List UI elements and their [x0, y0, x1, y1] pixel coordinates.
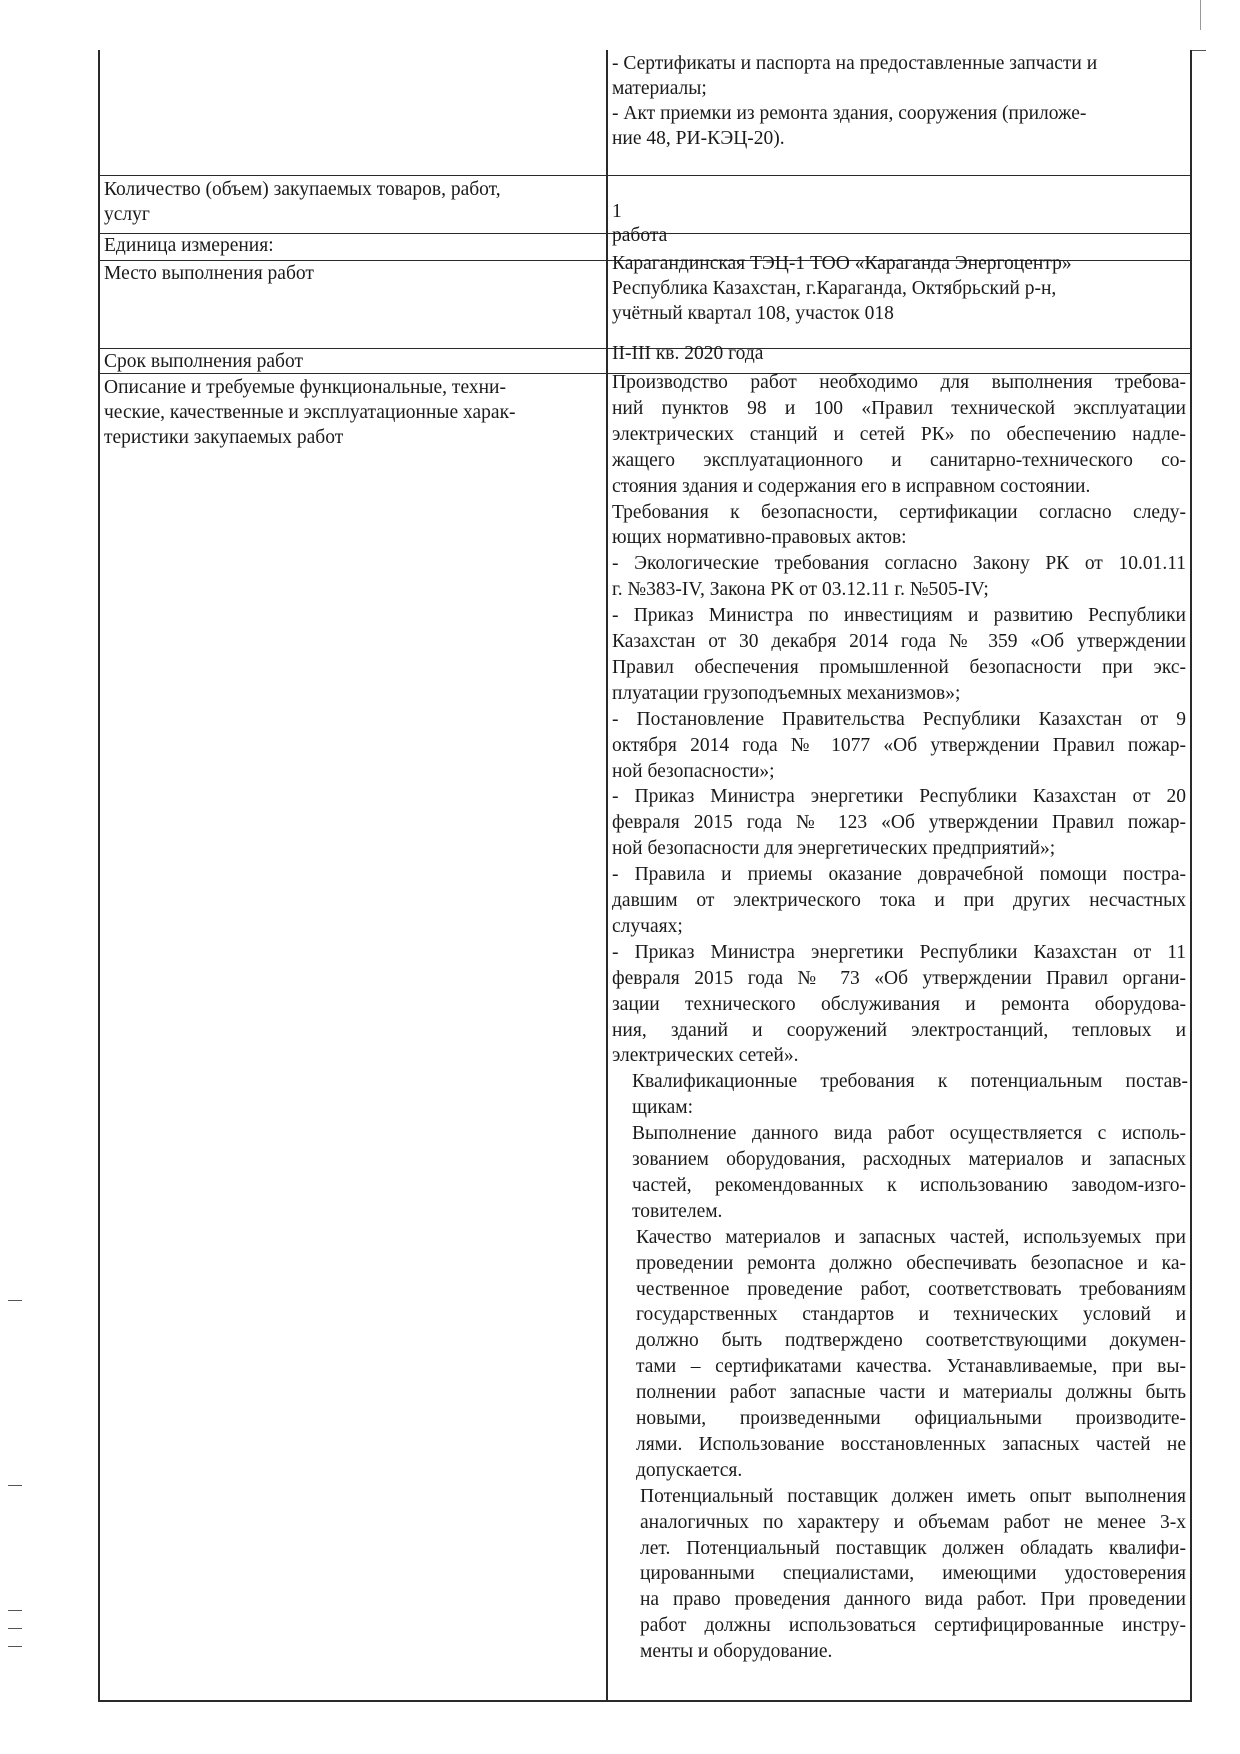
description-line: плуатации грузоподъемных механизмов»;	[612, 682, 961, 704]
description-line: Казахстан от 30 декабря 2014 года № 359 «Об утверждении	[612, 631, 1186, 652]
unit-value: работа	[612, 225, 668, 246]
description-line: Потенциальный поставщик должен иметь опыт выполнения	[640, 1485, 1186, 1507]
description-line: чественное проведение работ, соответствовать требованиям	[636, 1278, 1186, 1300]
location-value: Республика Казахстан, г.Караганда, Октябрьский р-н,	[612, 278, 1057, 299]
table-right-border	[1190, 50, 1192, 1700]
description-line: ния, зданий и сооружений электростанций, тепловых и	[612, 1019, 1186, 1041]
location-label: Место выполнения работ	[104, 263, 314, 284]
description-line: щикам:	[632, 1097, 694, 1119]
description-line: Квалификационные требования к потенциальным постав-	[632, 1071, 1188, 1093]
description-line: случаях;	[612, 915, 683, 937]
description-line: работ должны использоваться сертифицированные инстру-	[640, 1615, 1186, 1637]
description-line: частей, рекомендованных к использованию заводом-изго-	[632, 1174, 1186, 1196]
description-line: электрических станций и сетей РК» по обеспечению надле-	[612, 423, 1186, 445]
top-cell-line: - Акт приемки из ремонта здания, сооружения (приложе-	[612, 103, 1087, 124]
description-line: Требования к безопасности, сертификации согласно следу-	[612, 501, 1186, 523]
description-line: г. №383-IV, Закона РК от 03.12.11 г. №505-IV;	[612, 579, 989, 601]
term-label: Срок выполнения работ	[104, 351, 303, 372]
description-line: зованием оборудования, расходных материалов и запасных	[632, 1149, 1186, 1170]
description-line: - Приказ Министра по инвестициям и развитию Республики	[612, 605, 1186, 627]
top-cell-line: материалы;	[612, 78, 707, 99]
row-divider	[98, 175, 1192, 176]
description-line: аналогичных по характеру и объемам работ не менее 3-х	[640, 1511, 1186, 1533]
term-value: II-III кв. 2020 года	[612, 343, 764, 364]
quantity-label: услуг	[104, 204, 150, 225]
description-line: на право проведения данного вида работ. При проведении	[640, 1589, 1186, 1611]
description-line: - Постановление Правительства Республики Казахстан от 9	[612, 708, 1186, 730]
margin-mark	[1192, 50, 1206, 51]
description-line: зации технического обслуживания и ремонта оборудова-	[612, 993, 1186, 1015]
description-line: ной безопасности для энергетических предприятий»;	[612, 838, 1056, 860]
description-line: Выполнение данного вида работ осуществляется с исполь-	[632, 1123, 1186, 1145]
description-line: товителем.	[632, 1200, 723, 1222]
description-line: жащего эксплуатационного и санитарно-технического со-	[612, 449, 1186, 471]
description-line: Качество материалов и запасных частей, используемых при	[636, 1226, 1186, 1248]
description-line: проведении ремонта должно обеспечивать безопасное и ка-	[636, 1252, 1186, 1274]
table-bottom-border	[98, 1700, 1192, 1702]
description-line: допускается.	[636, 1459, 743, 1481]
description-line: электрических сетей».	[612, 1045, 799, 1067]
description-line: цированными специалистами, имеющими удостоверения	[640, 1563, 1186, 1585]
description-line: октября 2014 года № 1077 «Об утверждении Правил пожар-	[612, 734, 1186, 756]
margin-mark	[8, 1300, 22, 1301]
quantity-label: Количество (объем) закупаемых товаров, работ,	[104, 179, 501, 200]
location-value: Карагандинская ТЭЦ-1 ТОО «Караганда Энергоцентр»	[612, 253, 1072, 274]
margin-mark	[8, 1485, 22, 1486]
description-line: - Экологические требования согласно Закону РК от 10.01.11	[612, 553, 1186, 575]
table-left-border	[98, 50, 100, 1700]
description-line: - Приказ Министра энергетики Республики Казахстан от 11	[612, 941, 1186, 963]
description-line: лет. Потенциальный поставщик должен обладать квалифи-	[640, 1537, 1186, 1559]
description-line: ний пунктов 98 и 100 «Правил технической эксплуатации	[612, 397, 1186, 419]
description-line: лями. Использование восстановленных запасных частей не	[636, 1433, 1186, 1455]
description-line: стояния здания и содержания его в исправном состоянии.	[612, 475, 1091, 497]
description-line: - Приказ Министра энергетики Республики Казахстан от 20	[612, 786, 1186, 808]
quantity-value: 1	[612, 201, 622, 222]
location-value: учётный квартал 108, участок 018	[612, 303, 894, 324]
margin-mark	[8, 1628, 22, 1629]
description-line: ной безопасности»;	[612, 760, 775, 782]
margin-mark	[8, 1646, 22, 1647]
description-line: Производство работ необходимо для выполнения требова-	[612, 372, 1186, 393]
description-line: менты и оборудование.	[640, 1641, 833, 1663]
description-line: полнении работ запасные части и материалы должны быть	[636, 1382, 1186, 1404]
description-line: - Правила и приемы оказание доврачебной помощи постра-	[612, 864, 1186, 886]
unit-label: Единица измерения:	[104, 235, 274, 256]
description-line: государственных стандартов и технических условий и	[636, 1304, 1186, 1326]
description-line: февраля 2015 года № 123 «Об утверждении Правил пожар-	[612, 812, 1186, 834]
table-column-divider	[606, 50, 608, 1700]
margin-mark	[8, 1610, 22, 1611]
description-line: новыми, произведенными официальными производите-	[636, 1408, 1186, 1429]
margin-mark	[1200, 0, 1201, 30]
description-label: Описание и требуемые функциональные, техни-	[104, 377, 506, 398]
description-line: ющих нормативно-правовых актов:	[612, 527, 907, 549]
description-label: ческие, качественные и эксплуатационные харак-	[104, 402, 516, 423]
description-label: теристики закупаемых работ	[104, 427, 344, 448]
description-line: тами – сертификатами качества. Устанавливаемые, при вы-	[636, 1356, 1186, 1378]
description-line: февраля 2015 года № 73 «Об утверждении Правил органи-	[612, 967, 1186, 989]
description-line: должно быть подтверждено соответствующими докумен-	[636, 1330, 1186, 1352]
top-cell-line: - Сертификаты и паспорта на предоставленные запчасти и	[612, 53, 1098, 74]
description-line: Правил обеспечения промышленной безопасности при экс-	[612, 656, 1186, 678]
top-cell-line: ние 48, РИ-КЭЦ-20).	[612, 128, 785, 149]
description-line: давшим от электрического тока и при других несчастных	[612, 890, 1186, 911]
